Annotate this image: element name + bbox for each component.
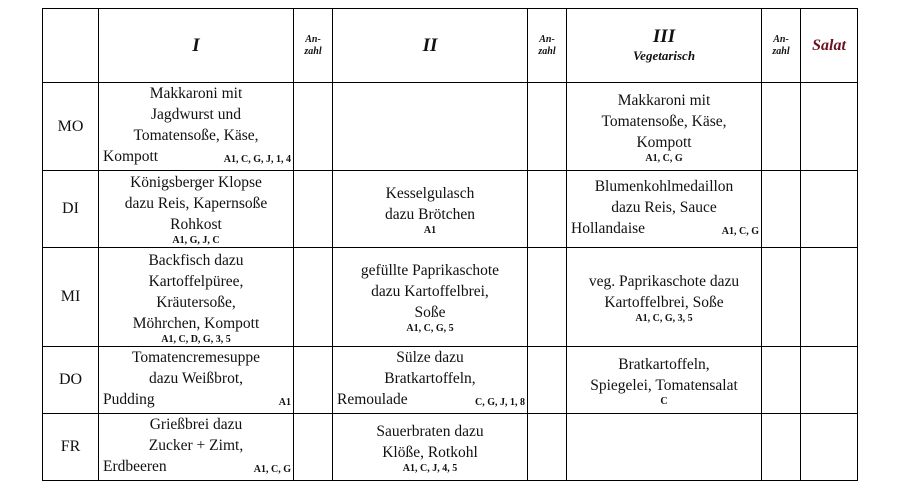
menu-row-mi — [43, 248, 858, 347]
allergen-codes: C — [660, 395, 668, 407]
menu-1-title: I — [192, 34, 200, 56]
dish-text-line: Jagdwurst und — [151, 106, 241, 123]
count-input-menu-3[interactable] — [762, 171, 801, 248]
salat-cell[interactable] — [801, 248, 858, 347]
allergen-codes: A1, C, G — [721, 226, 759, 237]
dish-text-line: Spiegelei, Tomatensalat — [590, 376, 738, 394]
count-input-menu-3[interactable] — [762, 347, 801, 414]
dish-text-line: Backfisch dazu — [148, 251, 244, 269]
dish-text-line: Kartoffelpüree, — [148, 272, 244, 290]
dish-text-line: C, G, J, 1, 8 Remoulade — [333, 389, 527, 410]
dish-text-line: Tomatensoße, Käse, — [133, 127, 259, 144]
dish-cell-menu-2 — [333, 347, 528, 414]
header-count-1: An- zahl — [294, 9, 333, 83]
menu-3-title: III — [652, 25, 676, 47]
dish-text-line: veg. Paprikaschote dazu — [588, 272, 740, 290]
dish-text-line: Tomatensoße, Käse, — [601, 112, 727, 130]
salat-cell[interactable] — [801, 347, 858, 414]
dish-cell-menu-2 — [333, 414, 528, 481]
allergen-codes: A1, C, G — [645, 152, 683, 164]
header-row — [43, 9, 858, 83]
dish-cell-menu-3 — [567, 414, 762, 481]
dish-text-line: Blumenkohlmedaillon — [594, 178, 734, 195]
dish-text-line: dazu Kartoffelbrei, — [371, 283, 489, 300]
count-input-menu-3[interactable] — [762, 414, 801, 481]
dish-text-line: dazu Reis, Sauce — [611, 199, 717, 216]
allergen-codes: A1, C, G — [253, 464, 291, 475]
dish-text-line: Sauerbraten dazu — [376, 422, 484, 440]
dish-text-line: A1, C, G Hollandaise — [567, 218, 761, 239]
dish-text-line: gefüllte Paprikaschote — [360, 262, 500, 279]
dish-text-line: Bratkartoffeln, — [618, 355, 710, 373]
dish-cell-menu-3 — [567, 171, 762, 248]
header-count-2: An- zahl — [528, 9, 567, 83]
dish-text-line: A1, C, G Erdbeeren — [99, 456, 293, 477]
header-menu-2 — [333, 9, 528, 83]
allergen-codes: A1, C, J, 4, 5 — [402, 462, 458, 474]
count-input-menu-2[interactable] — [528, 171, 567, 248]
dish-cell-menu-3 — [567, 83, 762, 171]
salat-cell[interactable] — [801, 83, 858, 171]
header-menu-1 — [99, 9, 294, 83]
count-input-menu-3[interactable] — [762, 248, 801, 347]
menu-row-di — [43, 171, 858, 248]
dish-text-line: Königsberger Klopse — [130, 174, 262, 191]
dish-text-line: Zucker + Zimt, — [148, 437, 244, 454]
count-input-menu-1[interactable] — [294, 83, 333, 171]
dish-cell-menu-1 — [99, 248, 294, 347]
count-input-menu-1[interactable] — [294, 248, 333, 347]
allergen-codes: A1, C, G, 3, 5 — [635, 312, 693, 324]
dish-text-line: A1, C, G, J, 1, 4 Kompott — [99, 146, 293, 167]
count-input-menu-2[interactable] — [528, 347, 567, 414]
allergen-codes: C, G, J, 1, 8 — [475, 397, 525, 408]
day-label: FR — [43, 414, 99, 481]
dish-cell-menu-2 — [333, 171, 528, 248]
count-input-menu-1[interactable] — [294, 414, 333, 481]
dish-text-line: Rohkost — [170, 216, 222, 233]
salat-title: Salat — [812, 36, 846, 54]
allergen-codes: A1, C, G, J, 1, 4 — [223, 154, 291, 165]
dish-text-line: Makkaroni mit — [149, 85, 243, 102]
dish-text-line: Soße — [414, 304, 446, 321]
dish-text-line: Kartoffelbrei, Soße — [604, 293, 724, 311]
allergen-codes: A1 — [278, 397, 291, 408]
count-input-menu-1[interactable] — [294, 347, 333, 414]
dish-text-line: Makkaroni mit — [617, 91, 711, 109]
dish-cell-menu-2 — [333, 83, 528, 171]
menu-row-mo — [43, 83, 858, 171]
dish-text-line: Tomatencremesuppe — [131, 349, 261, 366]
dish-cell-menu-1 — [99, 414, 294, 481]
dish-text-line: dazu Reis, Kapernsoße — [124, 195, 268, 212]
dish-cell-menu-1 — [99, 83, 294, 171]
menu-row-do — [43, 347, 858, 414]
dish-text-line: Kräutersoße, — [156, 293, 236, 311]
dish-text-line: Kompott — [636, 133, 692, 151]
dish-cell-menu-3 — [567, 347, 762, 414]
dish-text-line: dazu Weißbrot, — [148, 370, 244, 387]
menu-2-title: II — [422, 34, 438, 56]
count-input-menu-2[interactable] — [528, 83, 567, 171]
dish-cell-menu-3 — [567, 248, 762, 347]
weekly-menu-table — [42, 8, 858, 481]
menu-row-fr — [43, 414, 858, 481]
day-label: MI — [43, 248, 99, 347]
dish-text-line: Bratkartoffeln, — [384, 370, 476, 387]
allergen-codes: A1, C, G, 5 — [406, 323, 454, 334]
salat-cell[interactable] — [801, 171, 858, 248]
count-input-menu-3[interactable] — [762, 83, 801, 171]
header-menu-3 — [567, 9, 762, 83]
header-day — [43, 9, 99, 83]
count-input-menu-2[interactable] — [528, 248, 567, 347]
day-label: DI — [43, 171, 99, 248]
count-input-menu-2[interactable] — [528, 414, 567, 481]
allergen-codes: A1, G, J, C — [172, 235, 220, 246]
allergen-codes: A1 — [423, 224, 437, 236]
header-count-3: An- zahl — [762, 9, 801, 83]
count-input-menu-1[interactable] — [294, 171, 333, 248]
salat-cell[interactable] — [801, 414, 858, 481]
menu-3-subtitle: Vegetarisch — [632, 47, 696, 63]
dish-text-line: Kesselgulasch — [385, 184, 475, 202]
dish-text-line: A1 Pudding — [99, 389, 293, 410]
dish-text-line: Klöße, Rotkohl — [382, 443, 478, 461]
day-label: DO — [43, 347, 99, 414]
dish-text-line: Sülze dazu — [396, 349, 464, 366]
allergen-codes: A1, C, D, G, 3, 5 — [161, 333, 231, 345]
header-salat — [801, 9, 858, 83]
dish-text-line: dazu Brötchen — [385, 205, 475, 223]
day-label: MO — [43, 83, 99, 171]
dish-text-line: Möhrchen, Kompott — [132, 314, 260, 332]
dish-cell-menu-1 — [99, 171, 294, 248]
dish-cell-menu-1 — [99, 347, 294, 414]
dish-text-line: Grießbrei dazu — [149, 416, 243, 433]
dish-cell-menu-2 — [333, 248, 528, 347]
